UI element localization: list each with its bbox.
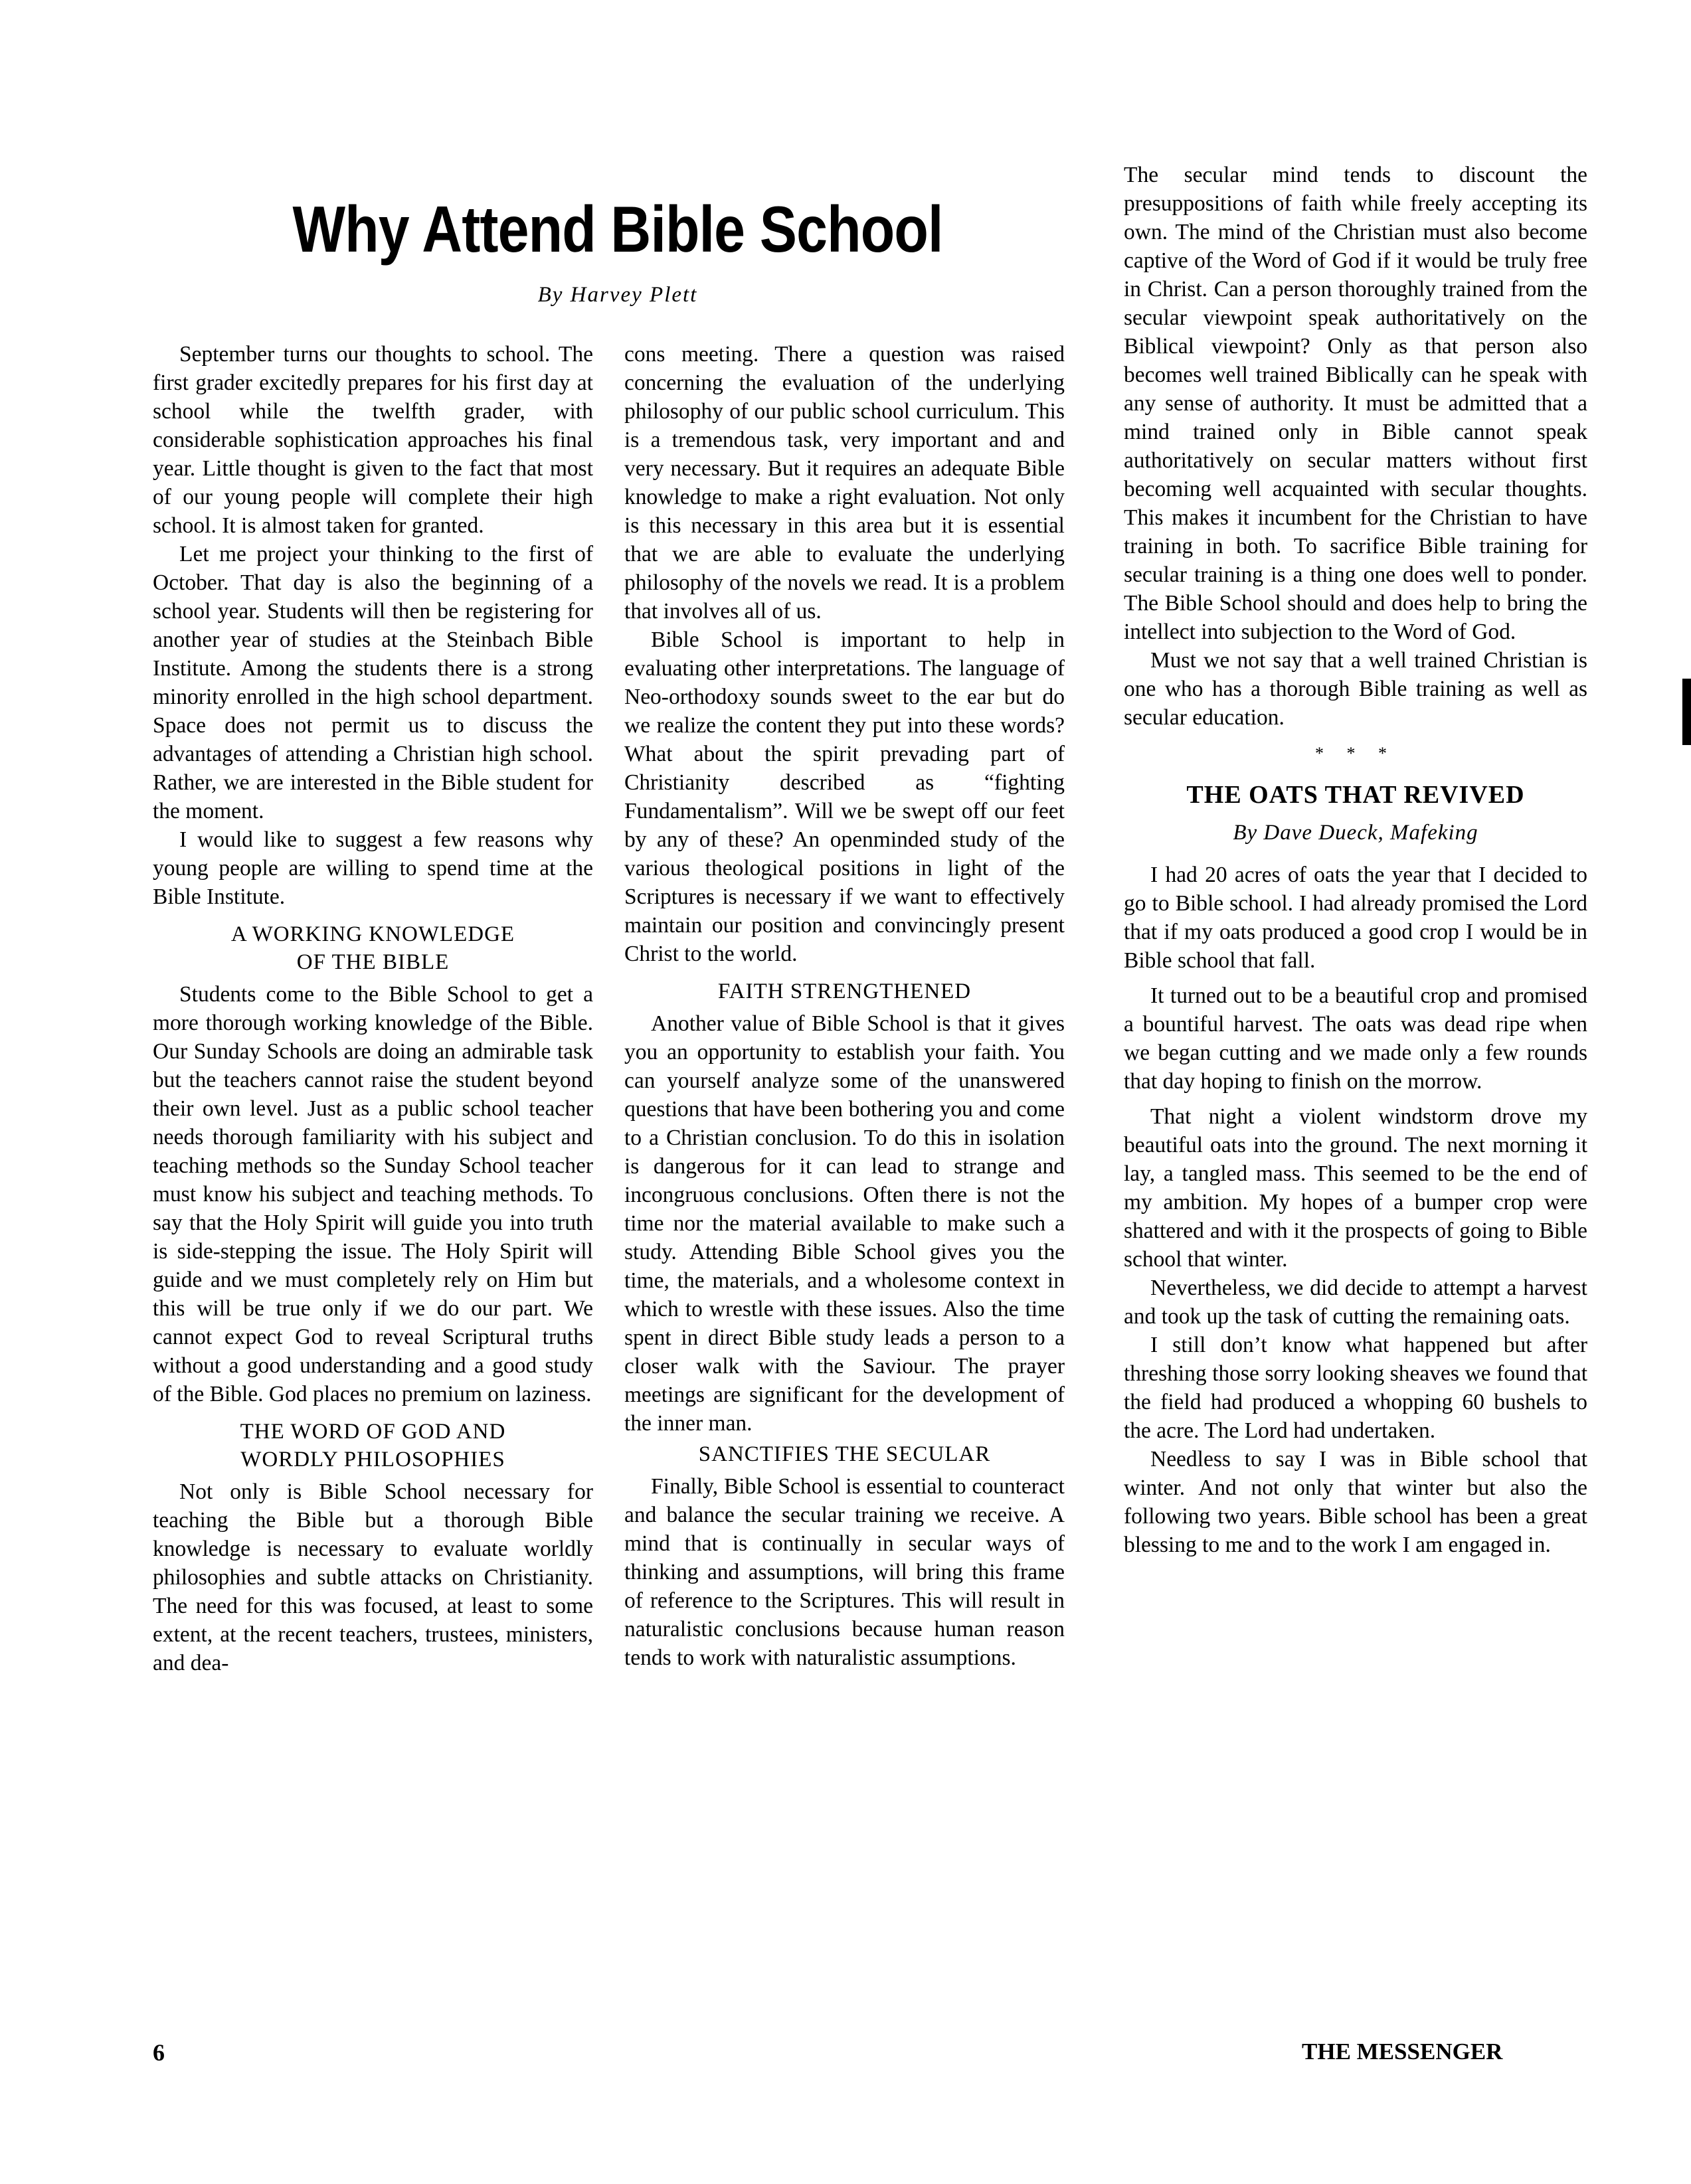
article-byline: By Harvey Plett	[537, 283, 698, 307]
section-heading-line: THE WORD OF GOD AND	[240, 1420, 506, 1444]
publication-name: THE MESSENGER	[1302, 2039, 1503, 2064]
scan-edge-mark	[1682, 679, 1691, 745]
paragraph: I still don’t know what happened but after threshing those sorry looking sheaves we found that the field had produced a whopping 60 bushels to the acre. The Lord had undertaken.	[1124, 1333, 1587, 1443]
paragraph: Another value of Bible School is that it gives you an opportunity to establish your faith. You can yourself analyze some of the unanswered questions that have been bothering you and come to a Christian conclusion. To do this in isolation is dangerous for it can lead to strange and incongruous conclusions. Often there is not the time nor the material available to make such a study. Attending Bible School gives you the time, the materials, and a wholesome context in which to wrestle with these issues. Also the time spent in direct Bible study leads a person to a closer walk with the Saviour. The prayer meetings are significant for the development of the inner man.	[624, 1011, 1065, 1436]
paragraph: I had 20 acres of oats the year that I decided to go to Bible school. I had already promised the Lord that if my oats produced a good crop I would be in Bible school that fall.	[1124, 863, 1587, 973]
paragraph: Nevertheless, we did decide to attempt a harvest and took up the task of cutting the remaining oats.	[1124, 1276, 1587, 1329]
paragraph: Finally, Bible School is essential to counteract and balance the secular training we receive. A mind that is continually in secular ways of thinking and assumptions, will bring this frame of reference to the Scriptures. This will result in naturalistic conclusions because human reason tends to work with naturalistic assumptions.	[624, 1474, 1065, 1670]
paragraph: Must we not say that a well trained Christian is one who has a thorough Bible training as well as secular education.	[1124, 648, 1587, 730]
paragraph: September turns our thoughts to school. The first grader excitedly prepares for his first day at school while the twelfth grader, with considerable sophistication approaches his final year. Little thought is given to the fact that most of our young people will complete their high school. It is almost taken for granted.	[153, 342, 593, 538]
section-heading-line: OF THE BIBLE	[296, 950, 450, 974]
section-heading-sanctifies-secular	[624, 1440, 1065, 1468]
column-3	[1124, 161, 1587, 1559]
page-number: 6	[153, 2039, 165, 2066]
second-article-title: THE OATS THAT REVIVED	[1186, 781, 1525, 809]
paragraph: That night a violent windstorm drove my beautiful oats into the ground. The next morning it lay, a tangled mass. This seemed to be the end of my ambition. My hopes of a bumper crop were shattered and with it the prospects of going to Bible school that winter.	[1124, 1104, 1587, 1272]
paragraph: I would like to suggest a few reasons why young people are willing to spend time at the Bible Institute.	[153, 827, 593, 909]
paragraph: cons meeting. There a question was raised concerning the evaluation of the underlying philosophy of our public school curriculum. This is a tremendous task, very important and and very necessary. But it requires an adequate Bible knowledge to make a right evaluation. Not only is this necessary in this area but it is essential that we are able to evaluate the underlying philosophy of the novels we read. It is a problem that involves all of us.	[624, 342, 1065, 624]
section-heading-faith-strengthened	[624, 977, 1065, 1005]
second-article-byline: By Dave Dueck, Mafeking	[1233, 821, 1478, 845]
section-heading-line: A WORKING KNOWLEDGE	[230, 922, 515, 946]
column-2	[624, 340, 1065, 1672]
paragraph: Let me project your thinking to the first of October. That day is also the beginning of a school year. Students will then be registering for another year of studies at the Steinbach Bible Institute. Among the students there is a strong minority enrolled in the high school department. Space does not permit us to discuss the advantages of attending a Christian high school. Rather, we are interested in the Bible student for the moment.	[153, 542, 593, 823]
section-heading-line: FAITH STRENGTHENED	[717, 979, 972, 1003]
paragraph: The secular mind tends to discount the presuppositions of faith while freely accepting its own. The mind of the Christian must also become captive of the Word of God if it would be truly free in Christ. Can a person thoroughly trained from the secular viewpoint speak authoritatively on the Biblical viewpoint? Only as that person also becomes well trained Biblically can he speak with any sense of authority. It must be admitted that a mind trained only in Bible cannot speak authoritatively on secular matters without first becoming well acquainted with secular thoughts. This makes it incumbent for the Christian to have training in both. To sacrifice Bible training for secular training is a thing one does well to ponder. The Bible School should and does help to bring the intellect into subjection to the Word of God.	[1124, 163, 1587, 644]
section-separator: * * *	[1315, 744, 1396, 763]
section-heading-working-knowledge	[153, 920, 593, 976]
section-heading-line: SANCTIFIES THE SECULAR	[698, 1442, 991, 1466]
paragraph: Bible School is important to help in evaluating other interpretations. The language of Neo-orthodoxy sounds sweet to the ear but do we realize the content they put into these words? What about the spirit prevading part of Christianity described as “fighting Fundamentalism”. Will we be swept off our feet by any of these? An openminded study of the various theological positions in light of the Scriptures is necessary if we want to effectively maintain our position and convincingly present Christ to the world.	[624, 628, 1065, 966]
section-heading-word-of-god	[153, 1418, 593, 1473]
article-title: Why Attend Bible School	[292, 193, 943, 266]
column-1	[153, 340, 593, 1677]
paragraph: It turned out to be a beautiful crop and promised a bountiful harvest. The oats was dead ripe when we began cutting and we made only a few rounds that day hoping to finish on the morrow.	[1124, 983, 1587, 1094]
paragraph: Not only is Bible School necessary for teaching the Bible but a thorough Bible knowledge is necessary to evaluate worldly philosophies and subtle attacks on Christianity. The need for this was focused, at least to some extent, at the recent teachers, trustees, ministers, and dea-	[153, 1479, 593, 1675]
paragraph: Needless to say I was in Bible school that winter. And not only that winter but also the following two years. Bible school has been a great blessing to me and to the work I am engaged in.	[1124, 1447, 1587, 1557]
section-heading-line: WORDLY PHILOSOPHIES	[240, 1448, 505, 1471]
paragraph: Students come to the Bible School to get a more thorough working knowledge of the Bible. Our Sunday Schools are doing an admirable task but the teachers cannot raise the student beyond their own level. Just as a public school teacher needs thorough familiarity with his subject and teaching methods so the Sunday School teacher must know his subject and teaching methods. To say that the Holy Spirit will guide you into truth is side-stepping the issue. The Holy Spirit will guide and we must completely rely on Him but this will be true only if we do our part. We cannot expect God to reveal Scriptural truths without a good understanding and a good study of the Bible. God places no premium on laziness.	[153, 982, 593, 1406]
